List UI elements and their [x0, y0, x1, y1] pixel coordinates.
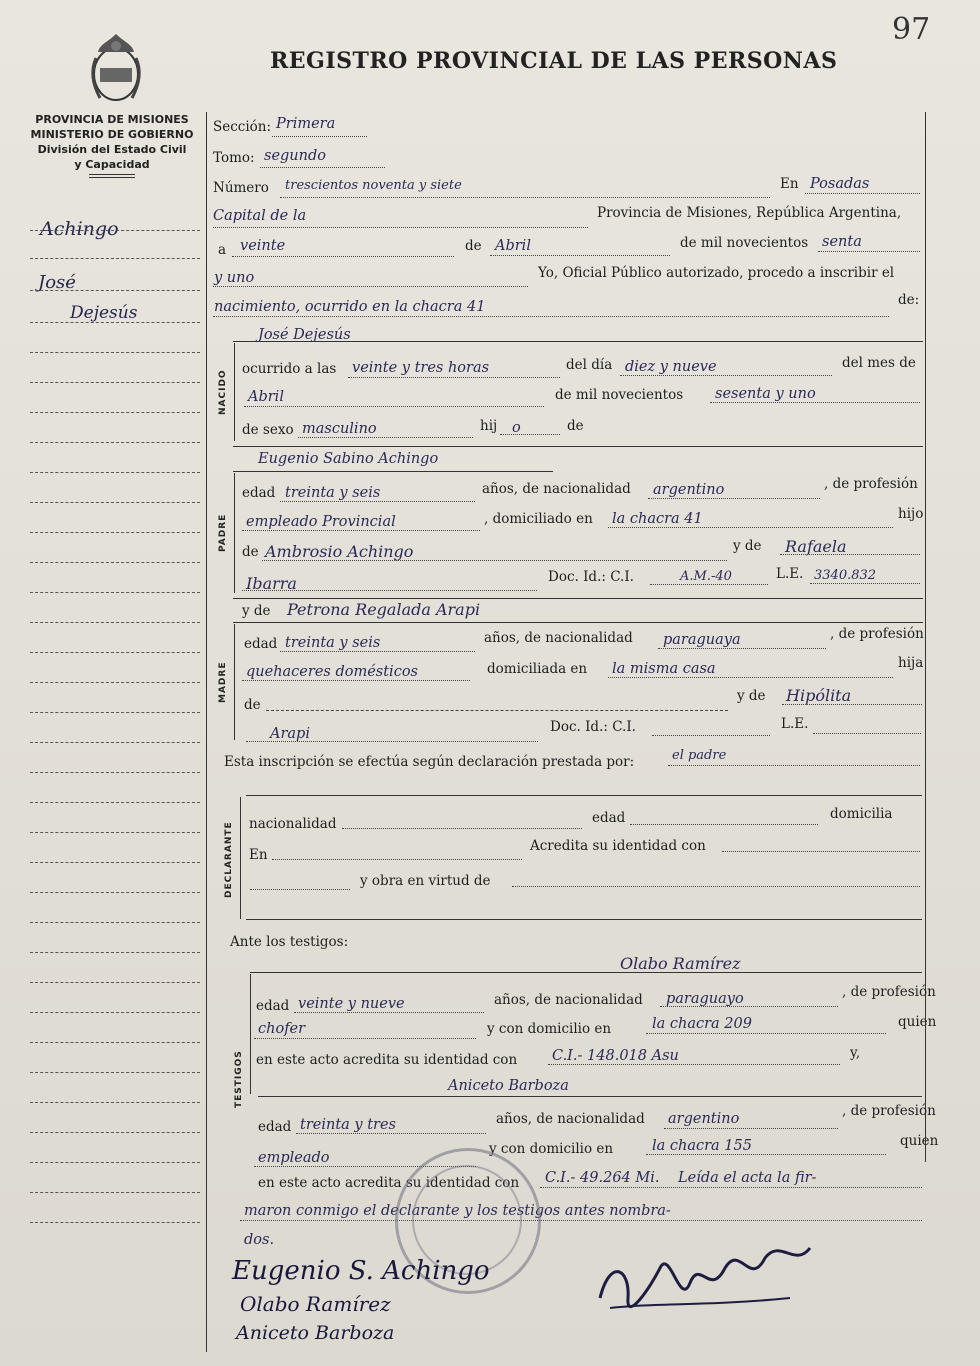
- label-de-profesion-t1: , de profesión: [842, 984, 936, 1000]
- label-edad: edad: [242, 485, 276, 501]
- value-testigo2-nombre: Aniceto Barboza: [448, 1078, 569, 1094]
- value-padre-prof: empleado Provincial: [246, 514, 396, 530]
- margin-given-name-1: José: [38, 272, 76, 293]
- label-numero: Número: [213, 180, 269, 196]
- value-dia-nac: diez y nueve: [625, 359, 717, 375]
- value-testigo2-ci: C.I.- 49.264 Mi.: [545, 1170, 660, 1186]
- value-mes-nac: Abril: [248, 389, 284, 405]
- value-testigo1-edad: veinte y nueve: [298, 996, 405, 1012]
- rule: [233, 598, 923, 599]
- label-de-madre: de: [244, 697, 261, 713]
- label-tomo: Tomo:: [213, 150, 255, 166]
- label-edad-madre: edad: [244, 636, 278, 652]
- dots: [660, 1006, 838, 1007]
- dots: [296, 1133, 486, 1134]
- coat-of-arms-icon: [86, 28, 146, 106]
- label-de-profesion-madre: , de profesión: [830, 626, 924, 642]
- label-a: a: [218, 242, 227, 258]
- label-en-declarante: En: [249, 847, 268, 863]
- dots: [280, 651, 475, 652]
- label-ante: Ante los testigos:: [230, 934, 349, 950]
- margin-line: [30, 802, 200, 803]
- label-ocurrido: ocurrido a las: [242, 361, 337, 377]
- value-hij: o: [512, 420, 521, 436]
- dots: [512, 886, 920, 887]
- section-bar: [240, 797, 241, 919]
- form-frame-left: [206, 112, 207, 1352]
- label-y-de-madre-2: y de: [737, 688, 766, 704]
- value-padre-madre: Rafaela: [785, 537, 847, 556]
- value-dia: veinte: [240, 238, 286, 254]
- value-testigo2-edad: treinta y tres: [300, 1117, 396, 1133]
- label-de-profesion-t2: , de profesión: [842, 1103, 936, 1119]
- margin-line: [30, 472, 200, 473]
- signature-father: Eugenio S. Achingo: [232, 1256, 490, 1286]
- document-title: REGISTRO PROVINCIAL DE LAS PERSONAS: [270, 48, 838, 74]
- dots: [213, 227, 588, 228]
- margin-line: [30, 832, 200, 833]
- margin-line: [30, 290, 200, 291]
- margin-line: [30, 1012, 200, 1013]
- value-padre-padre: Ambrosio Achingo: [265, 542, 414, 561]
- value-madre-madre: Hipólita: [786, 686, 852, 705]
- dots: [213, 316, 889, 317]
- section-label-testigos: TESTIGOS: [234, 1050, 244, 1108]
- section-bar: [234, 624, 235, 740]
- margin-line: [30, 412, 200, 413]
- signature-witness-1: Olabo Ramírez: [240, 1292, 391, 1316]
- margin-line: [30, 562, 200, 563]
- label-anos-nac: años, de nacionalidad: [482, 481, 631, 497]
- dots: [500, 434, 560, 435]
- margin-line: [30, 682, 200, 683]
- margin-line: [30, 1192, 200, 1193]
- margin-line: [30, 952, 200, 953]
- label-de-mil-2: de mil novecientos: [555, 387, 684, 403]
- value-madre-prof: quehaceres domésticos: [246, 664, 418, 680]
- value-padre-le: 3340.832: [814, 568, 877, 583]
- label-domiciliada: domiciliada en: [487, 661, 588, 677]
- value-testigo2-nac: argentino: [668, 1111, 740, 1127]
- value-leida-3: dos.: [244, 1232, 275, 1248]
- rule: [250, 972, 922, 973]
- dots: [490, 255, 670, 256]
- label-nacionalidad: nacionalidad: [249, 816, 337, 832]
- value-sexo: masculino: [302, 421, 377, 437]
- value-capital: Capital de la: [213, 208, 307, 224]
- section-bar: [234, 343, 235, 441]
- value-padre-edad: treinta y seis: [285, 485, 381, 501]
- label-provincia: Provincia de Misiones, República Argentina,: [597, 205, 902, 221]
- label-en: En: [780, 176, 799, 192]
- section-label-declarante: DECLARANTE: [224, 821, 234, 899]
- margin-line: [30, 772, 200, 773]
- label-anos-nac-madre: años, de nacionalidad: [484, 630, 633, 646]
- value-tomo: segundo: [264, 148, 326, 164]
- dots: [813, 733, 921, 734]
- label-de-profesion: , de profesión: [824, 476, 918, 492]
- label-hij: hij: [480, 418, 498, 434]
- dots: [608, 677, 893, 678]
- value-madre-nac: paraguaya: [663, 632, 741, 648]
- label-hijo: hijo: [898, 506, 924, 522]
- value-padre-ci: A.M.-40: [680, 569, 732, 584]
- value-en: Posadas: [810, 176, 870, 192]
- label-edad-t1: edad: [256, 998, 290, 1014]
- margin-line: [30, 652, 200, 653]
- header-division: División del Estado Civil: [37, 143, 187, 156]
- margin-line: [30, 892, 200, 893]
- margin-line: [30, 592, 200, 593]
- value-testigo2-prof: empleado: [258, 1150, 330, 1166]
- value-padre-nac: argentino: [653, 482, 725, 498]
- margin-line: [30, 1102, 200, 1103]
- section-bar: [234, 473, 235, 593]
- margin-line: [30, 230, 200, 231]
- margin-given-name-2: Dejesús: [70, 303, 138, 323]
- label-yo: Yo, Oficial Público autorizado, procedo a inscribir el: [538, 265, 895, 281]
- margin-line: [30, 1132, 200, 1133]
- label-obra: y obra en virtud de: [360, 873, 491, 889]
- dots: [254, 1038, 476, 1039]
- dots: [620, 375, 832, 376]
- label-y-con-domicilio-t2: y con domicilio en: [489, 1141, 614, 1157]
- label-y-comma: y,: [850, 1045, 861, 1061]
- value-madre-nombre: Petrona Regalada Arapi: [287, 600, 481, 619]
- value-madre-dom: la misma casa: [612, 661, 716, 677]
- margin-line: [30, 322, 200, 323]
- label-doc-id: Doc. Id.: C.I.: [548, 569, 634, 585]
- rule: [246, 919, 922, 920]
- label-quien-t2: quien: [900, 1133, 939, 1149]
- value-anio-nac: sesenta y uno: [715, 386, 816, 402]
- header-capacity: y Capacidad: [74, 158, 150, 171]
- label-le-madre: L.E.: [781, 716, 809, 732]
- dots: [246, 741, 538, 742]
- label-y-de: y de: [733, 538, 762, 554]
- margin-line: [30, 1072, 200, 1073]
- dots: [608, 527, 893, 528]
- margin-line: [30, 712, 200, 713]
- value-declarante: el padre: [672, 748, 727, 763]
- value-leida-2: maron conmigo el declarante y los testigos antes nombra-: [244, 1203, 671, 1219]
- dots: [664, 1128, 838, 1129]
- value-leida-1: Leída el acta la fir-: [678, 1170, 817, 1186]
- label-de-mil: de mil novecientos: [680, 235, 809, 251]
- section-label-madre: MADRE: [218, 661, 228, 703]
- dots: [272, 136, 367, 137]
- value-madre-edad: treinta y seis: [285, 635, 381, 651]
- label-en-este-acto-t2: en este acto acredita su identidad con: [258, 1175, 520, 1191]
- margin-line: [30, 1162, 200, 1163]
- label-edad-declarante: edad: [592, 810, 626, 826]
- value-mes: Abril: [495, 238, 531, 254]
- label-de-short: de: [567, 418, 584, 434]
- margin-line: [30, 862, 200, 863]
- dots: [242, 530, 480, 531]
- value-inscribir: nacimiento, ocurrido en la chacra 41: [214, 299, 486, 315]
- section-label-nacido: NACIDO: [218, 369, 228, 416]
- dots: [250, 889, 350, 890]
- dots: [780, 554, 920, 555]
- label-sexo: de sexo: [242, 422, 294, 438]
- section-bar: [250, 974, 251, 1094]
- label-anos-nac-t2: años, de nacionalidad: [496, 1111, 645, 1127]
- dots: [298, 437, 473, 438]
- dots: [722, 851, 920, 852]
- rule: [246, 795, 922, 796]
- dots: [805, 193, 920, 194]
- value-testigo1-prof: chofer: [258, 1021, 306, 1037]
- dots: [810, 583, 920, 584]
- label-inscripcion: Esta inscripción se efectúa según declaración prestada por:: [224, 754, 635, 770]
- label-hija: hija: [898, 655, 924, 671]
- dots: [213, 286, 528, 287]
- dots: [266, 710, 728, 711]
- label-domicilia: domicilia: [830, 806, 893, 822]
- value-madre-madre-2: Arapi: [270, 726, 310, 742]
- label-quien-t1: quien: [898, 1014, 937, 1030]
- value-padre-madre-2: Ibarra: [246, 574, 297, 593]
- value-anio: senta: [822, 234, 862, 250]
- dots: [646, 1033, 886, 1034]
- dots: [668, 765, 920, 766]
- dots: [348, 377, 560, 378]
- dots: [272, 859, 522, 860]
- dots: [710, 402, 920, 403]
- value-padre-dom: la chacra 41: [612, 511, 703, 527]
- label-le: L.E.: [776, 566, 804, 582]
- dots: [652, 735, 770, 736]
- label-de: de: [465, 238, 482, 254]
- margin-line: [30, 352, 200, 353]
- header-ministry: MINISTERIO DE GOBIERNO: [30, 128, 194, 141]
- dots: [242, 590, 537, 591]
- rule: [233, 471, 553, 472]
- dots: [242, 680, 470, 681]
- margin-line: [30, 1222, 200, 1223]
- label-y-de-madre: y de: [242, 603, 271, 619]
- dots: [646, 1154, 886, 1155]
- margin-line: [30, 622, 200, 623]
- label-de-padre: de: [242, 544, 259, 560]
- value-testigo1-nac: paraguayo: [666, 991, 744, 1007]
- label-doc-id-madre: Doc. Id.: C.I.: [550, 719, 636, 735]
- value-testigo1-nombre: Olabo Ramírez: [620, 954, 741, 973]
- dots: [818, 251, 920, 252]
- margin-line: [30, 922, 200, 923]
- rule: [233, 446, 923, 447]
- margin-surname: Achingo: [40, 218, 119, 240]
- header-province: PROVINCIA DE MISIONES: [35, 113, 189, 126]
- value-padre-nombre: Eugenio Sabino Achingo: [258, 451, 439, 467]
- section-label-padre: PADRE: [218, 513, 228, 553]
- dots: [540, 1187, 922, 1188]
- label-anos-nac-t1: años, de nacionalidad: [494, 992, 643, 1008]
- form-frame-right: [925, 112, 926, 1162]
- value-testigo1-ci: C.I.- 148.018 Asu: [552, 1048, 679, 1064]
- dots: [262, 560, 727, 561]
- rule: [258, 1096, 922, 1097]
- dots: [650, 584, 768, 585]
- value-anio-cont: y uno: [214, 270, 255, 286]
- margin-line: [30, 442, 200, 443]
- dots: [232, 256, 454, 257]
- value-hora: veinte y tres horas: [352, 360, 490, 376]
- value-testigo2-dom: la chacra 155: [652, 1138, 752, 1154]
- margin-line: [30, 532, 200, 533]
- value-numero: trescientos noventa y siete: [285, 178, 462, 193]
- dots: [280, 501, 475, 502]
- dots: [648, 498, 820, 499]
- label-domiciliado: , domiciliado en: [484, 511, 593, 527]
- rule: [233, 622, 923, 623]
- dots: [260, 167, 385, 168]
- dots: [342, 828, 582, 829]
- dots: [294, 1012, 484, 1013]
- label-y-con-domicilio-t1: y con domicilio en: [487, 1021, 612, 1037]
- official-signature: [590, 1228, 820, 1328]
- label-del-dia: del día: [566, 357, 613, 373]
- label-en-este-acto-t1: en este acto acredita su identidad con: [256, 1052, 518, 1068]
- margin-line: [30, 982, 200, 983]
- dots: [244, 406, 544, 407]
- dots: [280, 197, 770, 198]
- value-seccion: Primera: [276, 116, 336, 132]
- value-nombre: José Dejesús: [258, 327, 351, 343]
- margin-line: [30, 742, 200, 743]
- issuing-office: [24, 112, 200, 178]
- margin-line: [30, 258, 200, 259]
- label-edad-t2: edad: [258, 1119, 292, 1135]
- value-testigo1-dom: la chacra 209: [652, 1016, 752, 1032]
- page-number: 97: [892, 12, 931, 47]
- label-de-colon: de:: [898, 292, 920, 308]
- label-seccion: Sección:: [213, 119, 272, 135]
- dots: [782, 704, 922, 705]
- dots: [240, 1220, 922, 1221]
- dots: [548, 1064, 840, 1065]
- dots: [658, 648, 826, 649]
- label-acredita: Acredita su identidad con: [530, 838, 706, 854]
- label-del-mes: del mes de: [842, 355, 916, 371]
- margin-line: [30, 502, 200, 503]
- signature-witness-2: Aniceto Barboza: [236, 1322, 395, 1344]
- margin-line: [30, 382, 200, 383]
- header-rule: [89, 174, 135, 178]
- margin-line: [30, 1042, 200, 1043]
- dots: [630, 824, 818, 825]
